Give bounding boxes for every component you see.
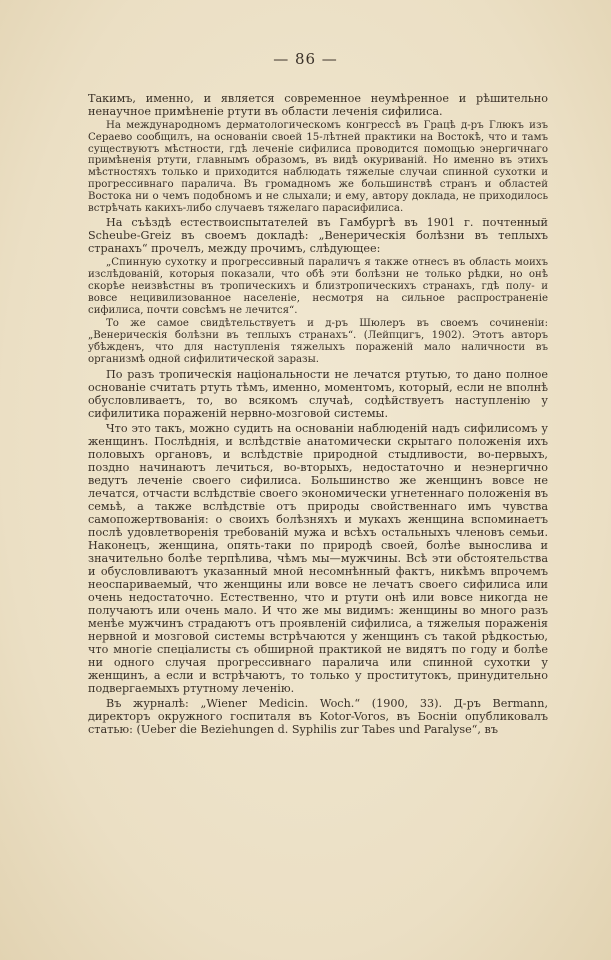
paragraph: Такимъ, именно, и является современное неумѣренное и рѣшительно ненаучное примѣненіе ртути въ области леченія сифилиса. [88, 92, 548, 118]
paragraph: На международномъ дерматологическомъ конгрессѣ въ Грацѣ д-ръ Глюкъ изъ Сераево сообщилъ, на основаніи своей 15-лѣтней практики на Востокѣ, что и тамъ существуютъ мѣстности, гдѣ леченіе сифилиса проводится помощью энергичнаго примѣненія ртути, главнымъ образомъ, въ видѣ окуриваній. Но именно въ этихъ мѣстностяхъ только и приходится наблюдать тяжелые случаи спинной сухотки и прогрессивнаго паралича. Въ громадномъ же большинствѣ странъ и областей Востока ни о чемъ подобномъ и не слыхали; и ему, автору доклада, не приходилось встрѣчать какихъ-либо случаевъ тяжелаго парасифилиса. [88, 120, 548, 214]
quote-paragraph: „Спинную сухотку и прогрессивный параличъ я также отнесъ въ область моихъ изслѣдованій, которыя показали, что обѣ эти болѣзни не только рѣдки, но онѣ скорѣе неизвѣстны въ тропическихъ и близтропическихъ странахъ, гдѣ полу- и вовсе нецивилизованное населеніе, несмотря на сильное распространеніе сифилиса, почти совсѣмъ не лечится“. [88, 257, 548, 316]
paragraph: Что это такъ, можно судить на основаніи наблюденій надъ сифилисомъ у женщинъ. Послѣднія, и вслѣдствіе анатомически скрытаго положенія ихъ половыхъ органовъ, и вслѣдствіе природной стыдливости, во-первыхъ, поздно начинаютъ лечиться, во-вторыхъ, недостаточно и неэнергично ведутъ леченіе своего сифилиса. Большинство же женщинъ вовсе не лечатся, отчасти вслѣдствіе своего экономически угнетеннаго положенія въ семьѣ, а также вслѣдствіе отъ природы свойственнаго имъ чувства самопожертвованія: о своихъ болѣзняхъ и мукахъ женщина вспоминаетъ послѣ удовлетворенія требованій мужа и всѣхъ остальныхъ членовъ семьи. Наконецъ, женщина, опять-таки по природѣ своей, болѣе вынослива и значительно болѣе терпѣлива, чѣмъ мы—мужчины. Всѣ эти обстоятельства и обусловливаютъ указанный мной несомнѣнный фактъ, никѣмъ впрочемъ неоспариваемый, что женщины или вовсе не лечатъ своего сифилиса или очень недостаточно. Естественно, что и ртути онѣ или вовсе никогда не получаютъ или очень мало. И что же мы видимъ: женщины во много разъ менѣе мужчинъ страдаютъ отъ проявленій сифилиса, а тяжелыя пораженія нервной и мозговой системы встрѣчаются у женщинъ съ такой рѣдкостью, что многіе спеціалисты съ обширной практикой не видятъ по году и болѣе ни одного случая прогрессивнаго паралича или спинной сухотки у женщинъ, а если и встрѣчаютъ, то только у проститутокъ, принудительно подвергаемыхъ ртутному леченію. [88, 421, 548, 695]
page-number: — 86 — [273, 50, 338, 68]
body-text [88, 92, 548, 736]
paragraph: Въ журналѣ: „Wiener Medicin. Woch.“ (1900, 33). Д-ръ Bermann, директоръ окружного госпиталя въ Kotor-Voros, въ Босніи опубликовалъ статью: (Ueber die Beziehungen d. Syphilis zur Tabes und Paralyse“, въ [88, 696, 548, 736]
paragraph: То же самое свидѣтельствуетъ и д-ръ Шюлеръ въ своемъ сочиненіи: „Венерическія болѣзни въ теплыхъ странахъ“. (Лейпцигъ, 1902). Этотъ авторъ убѣжденъ, что для наступленія тяжелыхъ пораженій мало наличности въ организмѣ одной сифилитической заразы. [88, 318, 548, 365]
paragraph: По разъ тропическія національности не лечатся ртутью, то дано полное основаніе считать ртуть тѣмъ, именно, моментомъ, который, если не вполнѣ обусловливаетъ, то, во всякомъ случаѣ, содѣйствуетъ наступленію у сифилитика пораженій нервно-мозговой системы. [88, 367, 548, 420]
paragraph: На съѣздѣ естествоиспытателей въ Гамбургѣ въ 1901 г. почтенный Scheube-Greiz въ своемъ докладѣ: „Венерическія болѣзни въ теплыхъ странахъ“ прочелъ, между прочимъ, слѣдующее: [88, 216, 548, 256]
